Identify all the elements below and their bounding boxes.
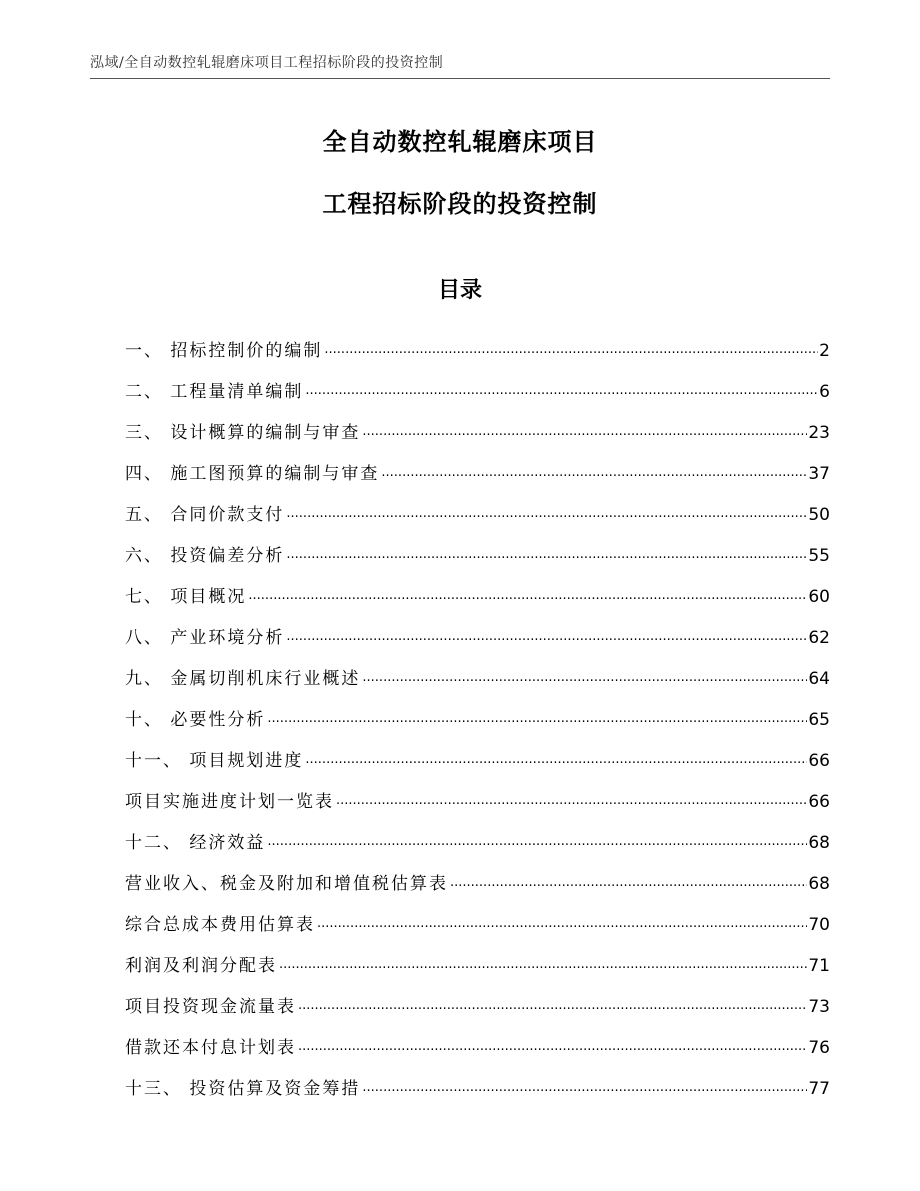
toc-entry[interactable] bbox=[125, 853, 830, 894]
dot-leader bbox=[267, 711, 807, 726]
toc-entry-page: 66 bbox=[808, 751, 830, 771]
toc-entry[interactable] bbox=[125, 894, 830, 935]
toc-entry-label: 十三、 投资估算及资金筹措 bbox=[125, 1079, 361, 1099]
toc-entry-page: 23 bbox=[808, 423, 830, 443]
toc-entry-label: 七、 项目概况 bbox=[125, 587, 247, 607]
dot-leader bbox=[298, 1039, 807, 1054]
toc-entry-label: 项目实施进度计划一览表 bbox=[125, 792, 334, 812]
toc-entry-page: 6 bbox=[819, 382, 830, 402]
toc-entry-label: 十、 必要性分析 bbox=[125, 710, 266, 730]
toc-entry-label: 九、 金属切削机床行业概述 bbox=[125, 669, 361, 689]
dot-leader bbox=[248, 588, 807, 603]
toc-entry-page: 68 bbox=[808, 874, 830, 894]
toc-entry-page: 62 bbox=[808, 628, 830, 648]
toc-entry-page: 68 bbox=[808, 833, 830, 853]
dot-leader bbox=[362, 1080, 807, 1095]
dot-leader bbox=[267, 834, 807, 849]
document-title-line-2: 工程招标阶段的投资控制 bbox=[322, 190, 598, 218]
toc-entry-label: 一、 招标控制价的编制 bbox=[125, 341, 323, 361]
dot-leader bbox=[279, 957, 807, 972]
toc-entry-page: 73 bbox=[808, 997, 830, 1017]
dot-leader bbox=[450, 875, 807, 890]
toc-entry-label: 五、 合同价款支付 bbox=[125, 505, 285, 525]
dot-leader bbox=[298, 998, 807, 1013]
table-of-contents bbox=[125, 320, 830, 1099]
toc-entry-label: 三、 设计概算的编制与审查 bbox=[125, 423, 361, 443]
toc-entry-label: 利润及利润分配表 bbox=[125, 956, 277, 976]
toc-entry[interactable] bbox=[125, 935, 830, 976]
toc-entry[interactable] bbox=[125, 1017, 830, 1058]
toc-entry[interactable] bbox=[125, 607, 830, 648]
dot-leader bbox=[286, 506, 807, 521]
toc-entry-label: 六、 投资偏差分析 bbox=[125, 546, 285, 566]
toc-entry-page: 76 bbox=[808, 1038, 830, 1058]
toc-entry-label: 借款还本付息计划表 bbox=[125, 1038, 296, 1058]
toc-entry-page: 37 bbox=[808, 464, 830, 484]
toc-entry-label: 八、 产业环境分析 bbox=[125, 628, 285, 648]
toc-entry[interactable] bbox=[125, 730, 830, 771]
dot-leader bbox=[305, 383, 818, 398]
running-header: 泓域/全自动数控轧辊磨床项目工程招标阶段的投资控制 bbox=[90, 55, 444, 71]
toc-entry[interactable] bbox=[125, 1058, 830, 1099]
toc-entry[interactable] bbox=[125, 361, 830, 402]
toc-entry[interactable] bbox=[125, 443, 830, 484]
dot-leader bbox=[324, 342, 818, 357]
toc-entry-label: 十一、 项目规划进度 bbox=[125, 751, 304, 771]
toc-entry-page: 64 bbox=[808, 669, 830, 689]
toc-entry-label: 十二、 经济效益 bbox=[125, 833, 266, 853]
toc-entry[interactable] bbox=[125, 771, 830, 812]
toc-entry-label: 项目投资现金流量表 bbox=[125, 997, 296, 1017]
toc-entry-label: 营业收入、税金及附加和增值税估算表 bbox=[125, 874, 448, 894]
dot-leader bbox=[286, 547, 807, 562]
toc-entry-page: 2 bbox=[819, 341, 830, 361]
toc-entry[interactable] bbox=[125, 484, 830, 525]
toc-heading: 目录 bbox=[437, 278, 482, 303]
toc-entry-label: 四、 施工图预算的编制与审查 bbox=[125, 464, 380, 484]
dot-leader bbox=[305, 752, 807, 767]
toc-entry-page: 66 bbox=[808, 792, 830, 812]
toc-entry[interactable] bbox=[125, 525, 830, 566]
dot-leader bbox=[317, 916, 807, 931]
toc-entry[interactable] bbox=[125, 689, 830, 730]
toc-entry[interactable] bbox=[125, 812, 830, 853]
toc-entry-page: 50 bbox=[808, 505, 830, 525]
header-divider bbox=[90, 78, 830, 79]
toc-entry[interactable] bbox=[125, 402, 830, 443]
dot-leader bbox=[381, 465, 807, 480]
toc-entry-page: 71 bbox=[808, 956, 830, 976]
toc-entry[interactable] bbox=[125, 648, 830, 689]
toc-entry-label: 二、 工程量清单编制 bbox=[125, 382, 304, 402]
toc-entry-page: 60 bbox=[808, 587, 830, 607]
toc-entry-page: 70 bbox=[808, 915, 830, 935]
document-title-line-1: 全自动数控轧辊磨床项目 bbox=[322, 128, 598, 156]
toc-entry-page: 65 bbox=[808, 710, 830, 730]
dot-leader bbox=[362, 424, 807, 439]
toc-entry[interactable] bbox=[125, 976, 830, 1017]
toc-entry-page: 77 bbox=[808, 1079, 830, 1099]
dot-leader bbox=[336, 793, 807, 808]
toc-entry[interactable] bbox=[125, 320, 830, 361]
dot-leader bbox=[362, 670, 807, 685]
toc-entry[interactable] bbox=[125, 566, 830, 607]
toc-entry-label: 综合总成本费用估算表 bbox=[125, 915, 315, 935]
dot-leader bbox=[286, 629, 807, 644]
toc-entry-page: 55 bbox=[808, 546, 830, 566]
